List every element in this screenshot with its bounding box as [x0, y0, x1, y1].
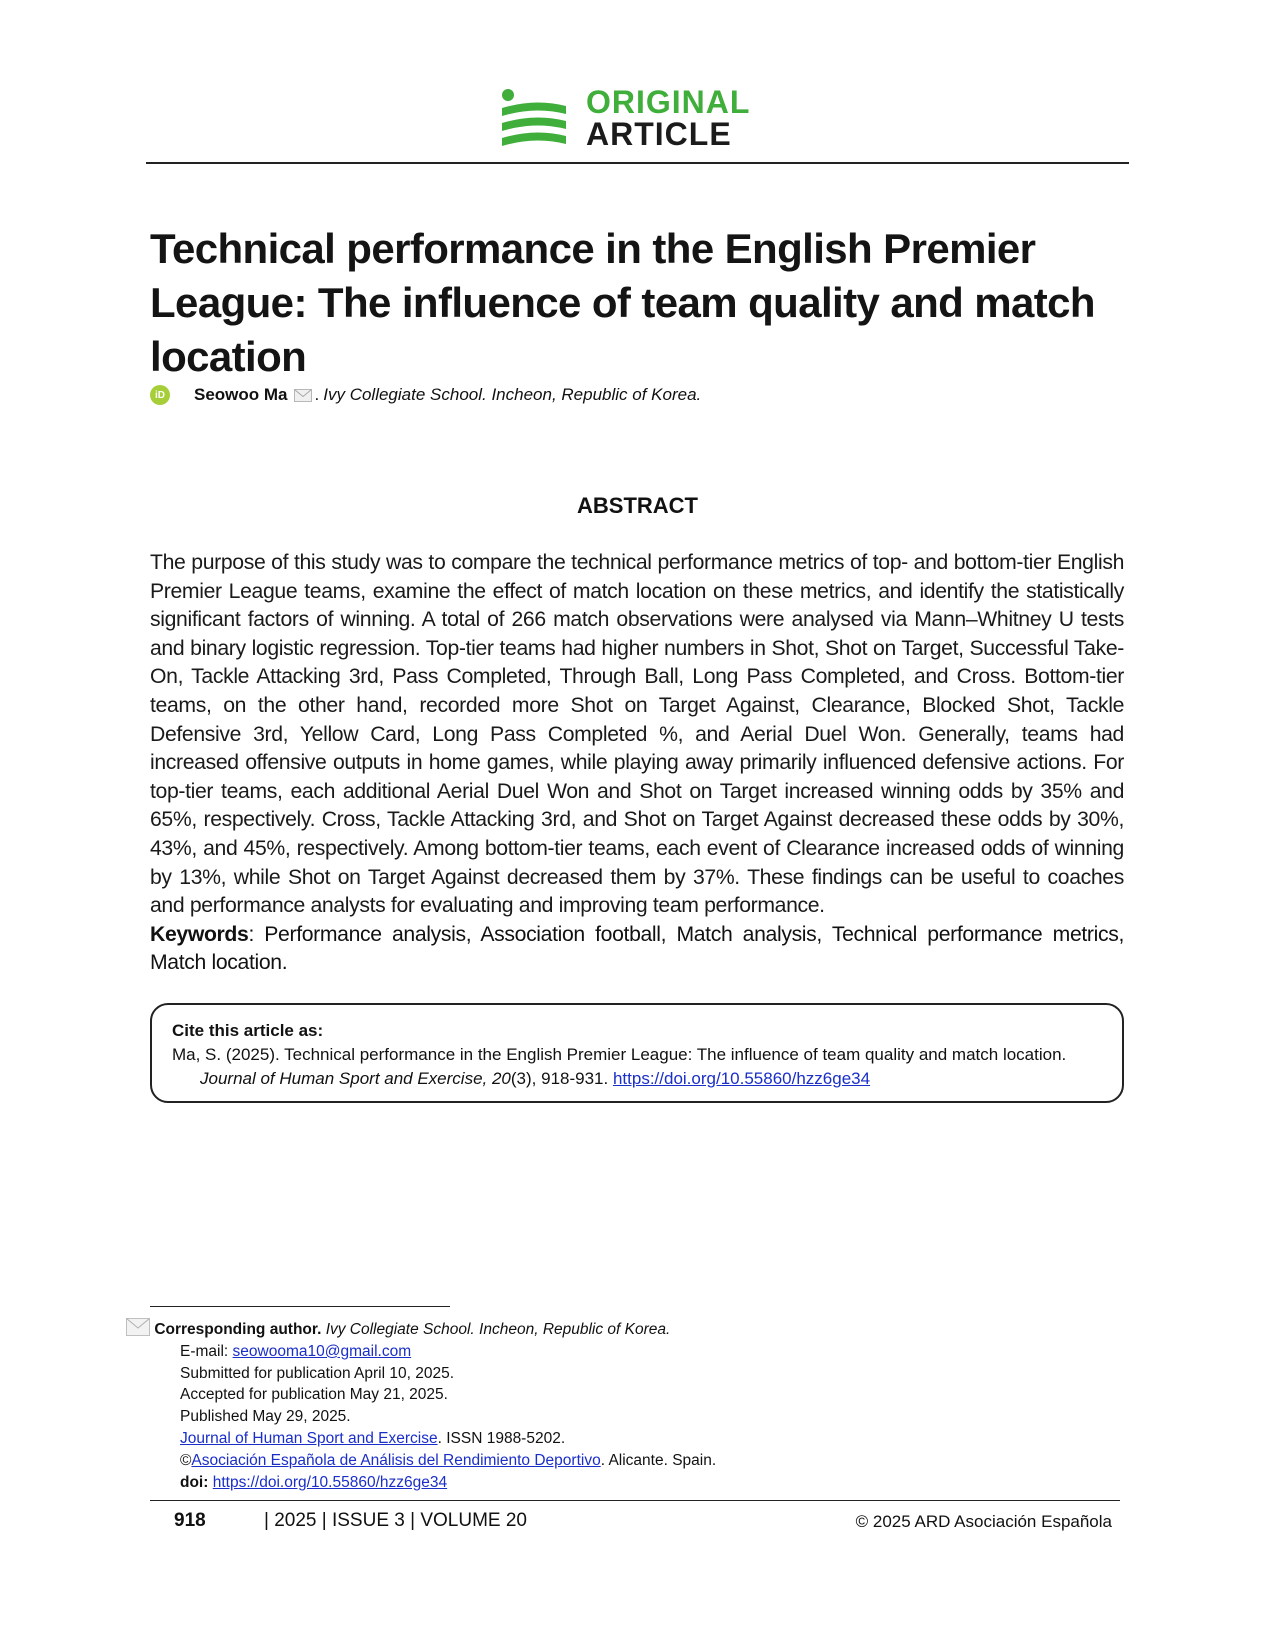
- logo-text-original: ORIGINAL: [586, 84, 751, 120]
- citation-doi-link[interactable]: https://doi.org/10.55860/hzz6ge34: [612, 1069, 871, 1088]
- logo-stripes-icon: [500, 86, 570, 150]
- citation-heading: Cite this article as:: [172, 1021, 324, 1040]
- citation-line: Ma, S. (2025). Technical performance in the English Premier League: The influence of team quality and match location.: [172, 1045, 1067, 1064]
- keywords-label: Keywords: [150, 923, 249, 946]
- corresponding-affiliation: Ivy Collegiate School. Incheon, Republic of Korea.: [325, 1321, 671, 1338]
- citation-issue-pages: (3), 918-931.: [510, 1069, 609, 1088]
- footnote: [126, 1318, 926, 1493]
- society-link[interactable]: Asociación Española de Análisis del Rendimiento Deportivo: [191, 1451, 601, 1469]
- corresponding-label: Corresponding author.: [154, 1321, 322, 1338]
- email-line: [126, 1341, 926, 1363]
- logo-text-article: ARTICLE: [586, 116, 732, 152]
- citation-source: [172, 1067, 1102, 1091]
- keywords: [150, 921, 1124, 977]
- doi-line: [126, 1472, 926, 1494]
- doi-link[interactable]: https://doi.org/10.55860/hzz6ge34: [212, 1473, 448, 1491]
- citation-box: [150, 1003, 1124, 1103]
- author-affiliation: Ivy Collegiate School. Incheon, Republic of Korea.: [323, 385, 702, 404]
- abstract-heading: ABSTRACT: [577, 493, 698, 518]
- email-label: E-mail:: [180, 1342, 229, 1360]
- society-location: . Alicante. Spain.: [600, 1451, 717, 1469]
- copyright-symbol: ©: [180, 1451, 192, 1469]
- corresponding-author-line: [126, 1318, 926, 1341]
- header-divider: [146, 162, 1129, 164]
- page-number: 918: [174, 1510, 206, 1531]
- article-title: Technical performance in the English Premier League: The influence of team quality and match location: [150, 225, 1095, 380]
- submitted-date: Submitted for publication April 10, 2025.: [180, 1364, 455, 1382]
- accepted-date: Accepted for publication May 21, 2025.: [180, 1386, 448, 1404]
- footer-copyright: © 2025 ARD Asociación Española: [855, 1512, 1112, 1531]
- keywords-list: : Performance analysis, Association football, Match analysis, Technical performance metrics, Match location.: [150, 923, 1124, 974]
- orcid-icon[interactable]: iD: [150, 385, 170, 405]
- envelope-icon: [126, 1318, 150, 1336]
- mail-icon[interactable]: [294, 389, 312, 402]
- author-name: Seowoo Ma: [194, 385, 288, 404]
- author-separator: .: [314, 385, 320, 404]
- published-date: Published May 29, 2025.: [180, 1408, 351, 1426]
- issn: . ISSN 1988-5202.: [437, 1429, 566, 1447]
- citation-journal: Journal of Human Sport and Exercise, 20: [200, 1069, 511, 1088]
- society-line: [126, 1450, 926, 1472]
- doi-label: doi:: [180, 1473, 209, 1491]
- email-link[interactable]: seowooma10@gmail.com: [232, 1342, 412, 1360]
- abstract-body: The purpose of this study was to compare the technical performance metrics of top- and bottom-tier English Premier League teams, examine the effect of match location on these metrics, and identify the statistically significant factors of winning. A total of 266 match observations were analysed via Mann–Whitney U tests and binary logistic regression. Top-tier teams had higher numbers in Shot, Shot on Target, Successful Take-On, Tackle Attacking 3rd, Pass Completed, Through Ball, Long Pass Completed, and Cross. Bottom-tier teams, on the other hand, recorded more Shot on Target Against, Clearance, Blocked Shot, Tackle Defensive 3rd, Yellow Card, Long Pass Completed %, and Aerial Duel Won. Generally, teams had increased offensive outputs in home games, while playing away primarily influenced defensive actions. For top-tier teams, each additional Aerial Duel Won and Shot on Target increased winning odds by 35% and 65%, respectively. Cross, Tackle Attacking 3rd, and Shot on Target Against decreased these odds by 30%, 43%, and 45%, respectively. Among bottom-tier teams, each event of Clearance increased odds of winning by 13%, while Shot on Target Against decreased them by 37%. These findings can be useful to coaches and performance analysts for evaluating and improving team performance.: [150, 551, 1124, 918]
- author-line: [150, 383, 701, 407]
- page-footer: [150, 1510, 1112, 1540]
- journal-link[interactable]: Journal of Human Sport and Exercise: [180, 1429, 438, 1447]
- issue-info: | 2025 | ISSUE 3 | VOLUME 20: [264, 1510, 527, 1531]
- journal-line: [126, 1428, 926, 1450]
- footnote-divider: [150, 1306, 450, 1307]
- footer-divider: [150, 1500, 1120, 1501]
- journal-logo: [500, 86, 780, 150]
